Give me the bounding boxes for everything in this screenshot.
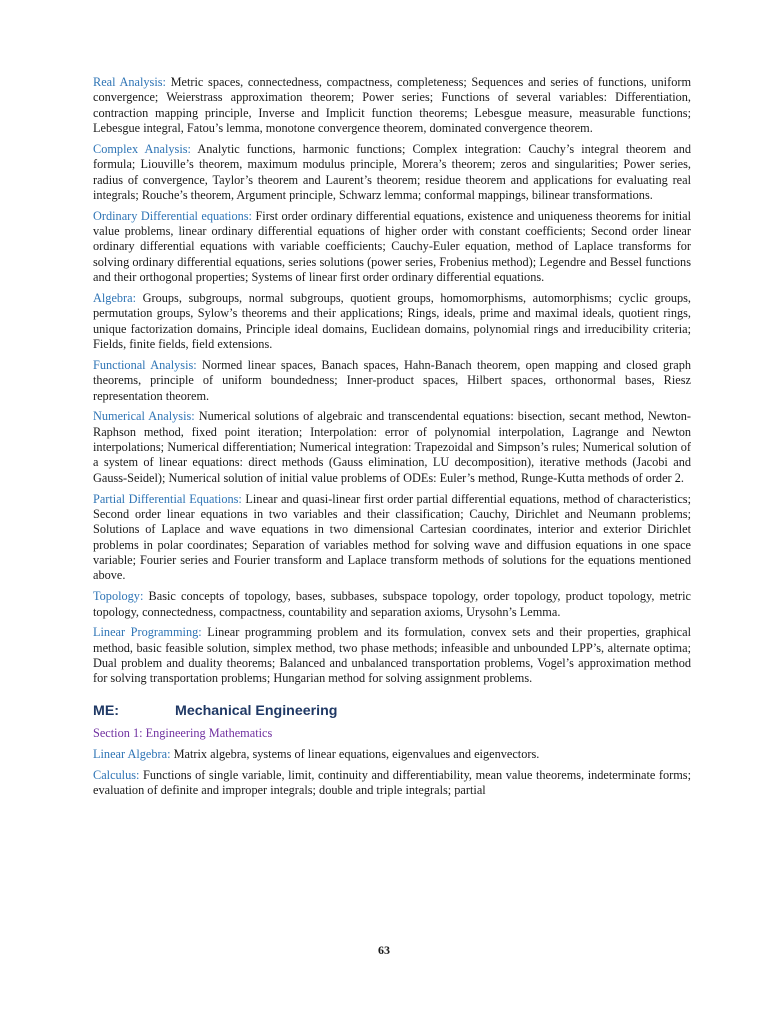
topic-label: Numerical Analysis: bbox=[93, 409, 195, 424]
topic-label: Linear Programming: bbox=[93, 625, 202, 640]
syllabus-paragraph-calculus bbox=[93, 768, 691, 799]
topic-description: Linear and quasi-linear first order partial differential equations, method of characteristics; Second order linear equations in two variables and their classification; Cauchy, Dirichlet and Neumann problems; Solutions of Laplace and wave equations in two dimensional Cartesian coordinates, interior and exterior Dirichlet problems in polar coordinates; Separation of variables method for solving wave and diffusion equations in one space variable; Fourier series and Fourier transform and Laplace transform methods of solutions for the equations mentioned above. bbox=[93, 491, 691, 583]
topic-label: Real Analysis: bbox=[93, 75, 166, 89]
topic-label: Linear Algebra: bbox=[93, 746, 171, 761]
topic-description: Matrix algebra, systems of linear equations, eigenvalues and eigenvectors. bbox=[170, 746, 540, 761]
topic-label: Calculus: bbox=[93, 767, 140, 782]
topic-label: Partial Differential Equations: bbox=[93, 491, 242, 506]
section-heading bbox=[93, 704, 691, 719]
syllabus-paragraph-real-analysis bbox=[93, 75, 691, 136]
topic-description: Numerical solutions of algebraic and transcendental equations: bisection, secant method, Newton-Raphson method, fixed point iteration; Interpolation: error of polynomial interpolation, Lagrange and Newton interpolations; Numerical differentiation; Numerical integration: Trapezoidal and Simpson’s rules; Numerical solution of a system of linear equations: direct methods (Gauss elimination, LU decomposition), iterative methods (Jacobi and Gauss-Seidel); Numerical solution of initial value problems of ODEs: Euler’s method, Runge-Kutta methods of order 2. bbox=[93, 409, 692, 485]
topic-description: Analytic functions, harmonic functions; Complex integration: Cauchy’s integral theorem and formula; Liouville’s theorem, maximum modulus principle, Morera’s theorem; zeros and singularities; Power series, radius of convergence, Taylor’s theorem and Laurent’s theorem; residue theorem and applications for evaluating real integrals; Rouche’s theorem, Argument principle, Schwarz lemma; conformal mappings, bilinear transformations. bbox=[93, 141, 691, 202]
topic-description: Functions of single variable, limit, continuity and differentiability, mean value theorems, indeterminate forms; evaluation of definite and improper integrals; double and triple integrals; partial bbox=[93, 767, 691, 798]
syllabus-paragraph-topology bbox=[93, 589, 691, 620]
document-page bbox=[93, 75, 691, 804]
syllabus-paragraph-numerical-analysis bbox=[93, 409, 691, 486]
topic-label: Ordinary Differential equations: bbox=[93, 208, 252, 223]
topic-description: Groups, subgroups, normal subgroups, quotient groups, homomorphisms, automorphisms; cyclic groups, permutation groups, Sylow’s theorems and their applications; Rings, ideals, prime and maximal ideals, quotient rings, unique factorization domains, Principle ideal domains, Euclidean domains, polynomial rings and irreducibility criteria; Fields, finite fields, field extensions. bbox=[93, 290, 691, 351]
page-number: 63 bbox=[378, 943, 390, 957]
section-title: Mechanical Engineering bbox=[175, 702, 338, 719]
topic-description: Normed linear spaces, Banach spaces, Hahn-Banach theorem, open mapping and closed graph theorems, principle of uniform boundedness; Inner-product spaces, Hilbert spaces, orthonormal bases, Riesz representation theorem. bbox=[93, 357, 691, 403]
topic-description: Linear programming problem and its formulation, convex sets and their properties, graphical method, basic feasible solution, simplex method, two phase methods; infeasible and unbounded LPP’s, alternate optima; Dual problem and duality theorems; Balanced and unbalanced transportation problems, Vogel’s approximation method for solving transportation problems; Hungarian method for solving assignment problems. bbox=[93, 625, 691, 686]
syllabus-paragraph-algebra bbox=[93, 291, 691, 352]
topic-description: Metric spaces, connectedness, compactness, completeness; Sequences and series of functions, uniform convergence; Weierstrass approximation theorem; Power series; Functions of several variables: Differentiation, contraction mapping principle, Inverse and Implicit function theorems; Lebesgue measure, measurable functions; Lebesgue integral, Fatou’s lemma, monotone convergence theorem, dominated convergence theorem. bbox=[93, 75, 692, 136]
syllabus-paragraph-complex-analysis bbox=[93, 142, 691, 203]
topic-label: Complex Analysis: bbox=[93, 141, 191, 156]
topic-label: Topology: bbox=[93, 589, 144, 604]
topic-label: Algebra: bbox=[93, 290, 137, 305]
section-code: ME: bbox=[93, 702, 120, 719]
syllabus-paragraph-functional-analysis bbox=[93, 358, 691, 404]
subsection-heading: Section 1: Engineering Mathematics bbox=[93, 726, 273, 741]
syllabus-paragraph-linear-algebra bbox=[93, 747, 691, 762]
syllabus-paragraph-ode bbox=[93, 209, 691, 286]
syllabus-paragraph-linear-programming bbox=[93, 625, 691, 686]
syllabus-paragraph-pde bbox=[93, 492, 691, 584]
topic-label: Functional Analysis: bbox=[93, 357, 197, 372]
topic-description: Basic concepts of topology, bases, subbases, subspace topology, order topology, product topology, metric topology, connectedness, compactness, countability and separation axioms, Urysohn’s Lemma. bbox=[93, 589, 691, 619]
topic-description: First order ordinary differential equations, existence and uniqueness theorems for initial value problems, linear ordinary differential equations of higher order with constant coefficients; Second order linear ordinary differential equations with variable coefficients; Cauchy-Euler equation, method of Laplace transforms for solving ordinary differential equations, series solutions (power series, Frobenius method); Legendre and Bessel functions and their orthogonal properties; Systems of linear first order ordinary differential equations. bbox=[93, 208, 691, 285]
